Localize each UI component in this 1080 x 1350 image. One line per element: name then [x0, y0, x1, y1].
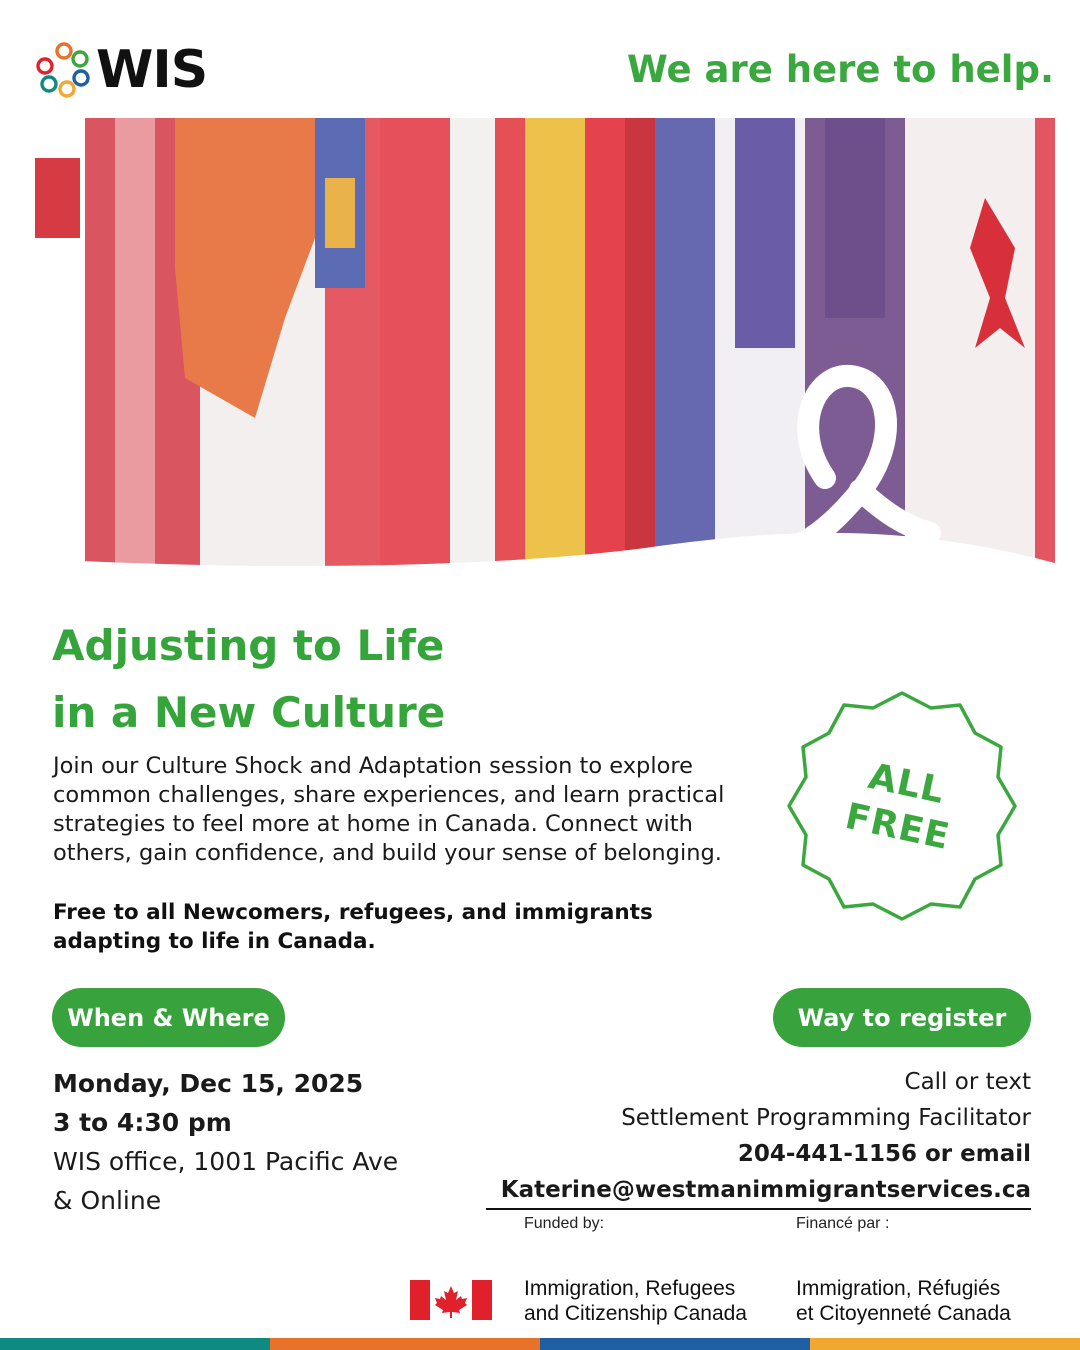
canada-flag-icon [410, 1280, 492, 1320]
event-date: Monday, Dec 15, 2025 [53, 1069, 364, 1098]
divider [486, 1208, 1031, 1210]
register-email-link[interactable]: Katerine@westmanimmigrantservices.ca [500, 1177, 1031, 1203]
event-eligibility: Free to all Newcomers, refugees, and immigrants adapting to life in Canada. [53, 900, 653, 954]
wis-logo[interactable] [34, 40, 207, 100]
register-line-1: Call or text [904, 1069, 1031, 1095]
badge-line-2: FREE [841, 796, 954, 859]
dept-en-line-2: and Citizenship Canada [524, 1302, 747, 1325]
when-where-details [53, 1064, 398, 1220]
event-description: Join our Culture Shock and Adaptation session to explore common challenges, share experiences, and learn practical strategies to feel more at home in Canada. Connect with others, gain confidence, and build your sense of belonging. [53, 753, 725, 866]
dept-en-line-1: Immigration, Refugees [524, 1277, 736, 1300]
event-time: 3 to 4:30 pm [53, 1108, 232, 1137]
finance-par-label: Financé par : [796, 1215, 890, 1232]
event-title-line-2: in a New Culture [52, 688, 446, 737]
tagline: We are here to help. [627, 48, 1054, 91]
stripe-yellow [810, 1338, 1080, 1350]
dept-fr-line-2: et Citoyenneté Canada [796, 1302, 1011, 1325]
people-circle-logo-icon [34, 40, 94, 100]
badge-line-1: ALL [864, 755, 949, 813]
flags-hero-image [25, 118, 1055, 570]
event-location-online: & Online [53, 1186, 162, 1215]
dept-name-english [524, 1276, 747, 1326]
event-title-line-1: Adjusting to Life [52, 621, 445, 670]
dept-fr-line-1: Immigration, Réfugiés [796, 1277, 1001, 1300]
funded-by-label: Funded by: [524, 1215, 605, 1232]
event-location: WIS office, 1001 Pacific Ave [53, 1147, 399, 1176]
stripe-blue [540, 1338, 810, 1350]
register-heading: Way to register [773, 988, 1031, 1047]
dept-name-french [796, 1276, 1011, 1326]
stripe-teal [0, 1338, 270, 1350]
register-details [471, 1064, 1031, 1208]
logo-wordmark: WIS [96, 40, 208, 100]
register-line-2: Settlement Programming Facilitator [621, 1105, 1031, 1131]
event-title [52, 612, 445, 746]
all-free-badge [786, 690, 1018, 922]
stripe-orange [270, 1338, 540, 1350]
when-where-heading: When & Where [52, 988, 285, 1047]
register-phone[interactable]: 204-441-1156 or email [737, 1141, 1031, 1167]
footer-color-stripe [0, 1338, 1080, 1350]
